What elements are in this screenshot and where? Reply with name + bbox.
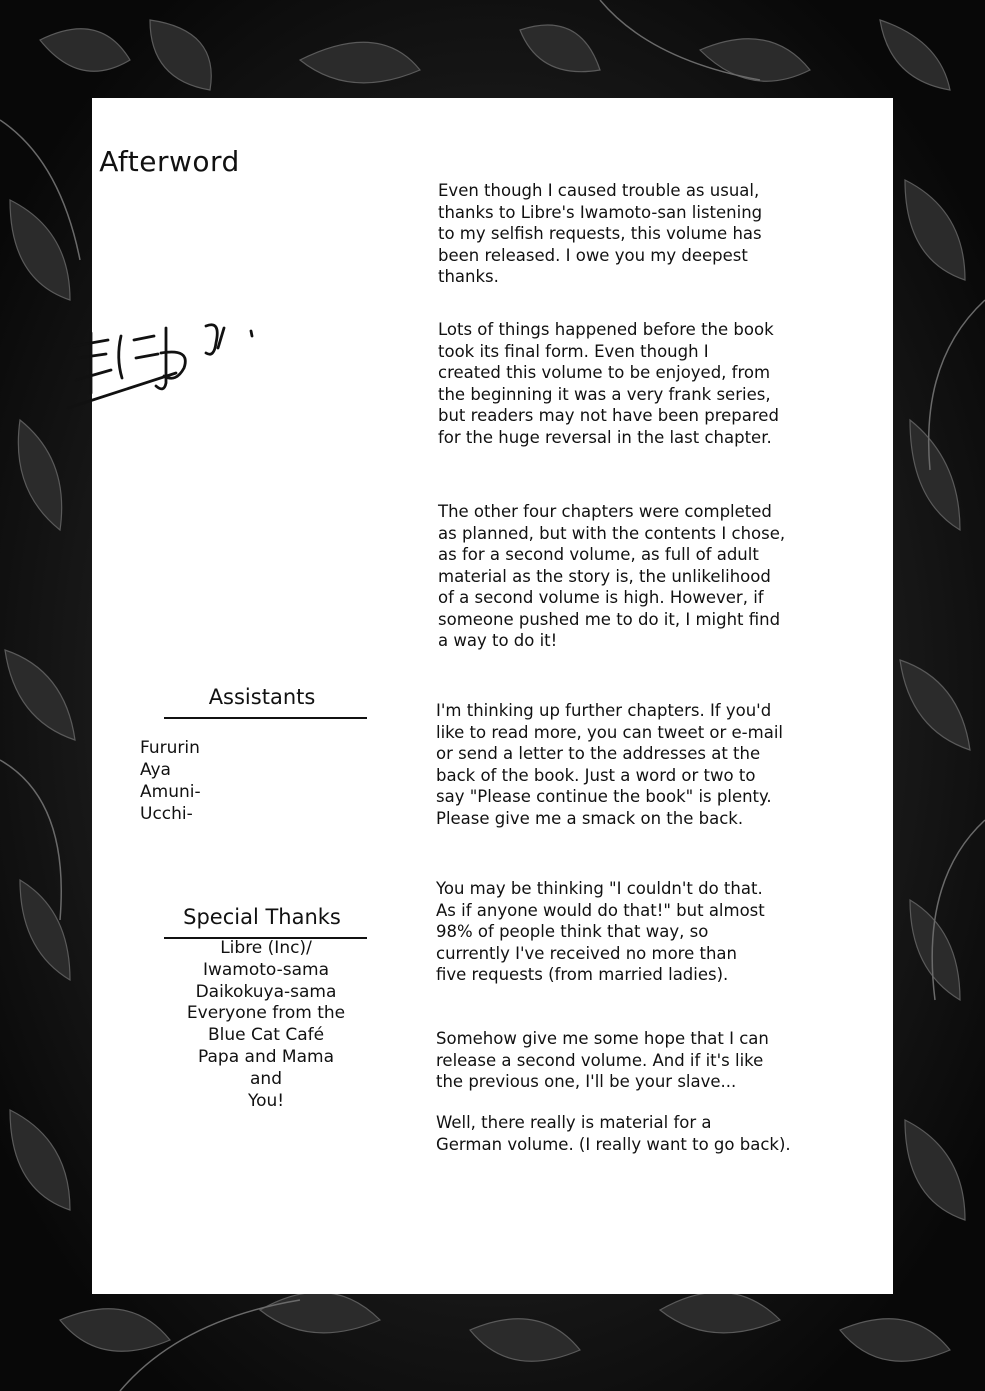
assistant-name: Aya (140, 760, 171, 780)
afterword-paragraph: Well, there really is material for a German volume. (I really want to go back). (436, 1113, 791, 1154)
assistants-divider (164, 717, 367, 719)
afterword-paragraph: The other four chapters were completed as planned, but with the contents I chose, as for a second volume, as full of adult material as the story is, the unlikelihood of a second volume is high. However, if someone pushed me to do it, I might find a way to do it! (438, 502, 786, 650)
special-thanks-heading: Special Thanks (183, 905, 341, 929)
special-thanks-list (164, 938, 368, 1112)
page-title: Afterword (99, 145, 240, 178)
afterword-paragraph: Somehow give me some hope that I can release a second volume. And if it's like the previous one, I'll be your slave... (436, 1029, 769, 1091)
assistant-name: Ucchi- (140, 804, 193, 824)
thanks-name: and (250, 1068, 282, 1089)
afterword-paragraph: Lots of things happened before the book took its final form. Even though I created this volume to be enjoyed, from the beginning it was a very frank series, but readers may not have been prepared for the huge reversal in the last chapter. (438, 320, 779, 447)
assistants-list (140, 737, 201, 825)
thanks-name: Iwamoto-sama (202, 959, 330, 980)
thanks-name: Daikokuya-sama (195, 981, 337, 1002)
signature-icon (66, 208, 276, 423)
afterword-paragraph: I'm thinking up further chapters. If you'd like to read more, you can tweet or e-mail or send a letter to the addresses at the back of the book. Just a word or two to say "Please continue the book" is plenty. Please give me a smack on the back. (436, 701, 783, 828)
thanks-name: Blue Cat Café (207, 1025, 325, 1046)
thanks-name: You! (247, 1090, 285, 1111)
thanks-name: Papa and Mama (198, 1046, 334, 1067)
afterword-paragraph: You may be thinking "I couldn't do that. As if anyone would do that!" but almost 98% of people think that way, so currently I've received no more than five requests (from married ladies). (436, 879, 765, 984)
thanks-name: Everyone from the (186, 1003, 346, 1024)
assistant-name: Amuni- (140, 782, 201, 802)
thanks-name: Libre (Inc)/ (220, 938, 312, 958)
assistants-heading: Assistants (208, 685, 316, 709)
assistant-name: Fururin (140, 738, 200, 758)
afterword-paragraph: Even though I caused trouble as usual, thanks to Libre's Iwamoto-san listening to my selfish requests, this volume has been released. I owe you my deepest thanks. (438, 181, 763, 286)
